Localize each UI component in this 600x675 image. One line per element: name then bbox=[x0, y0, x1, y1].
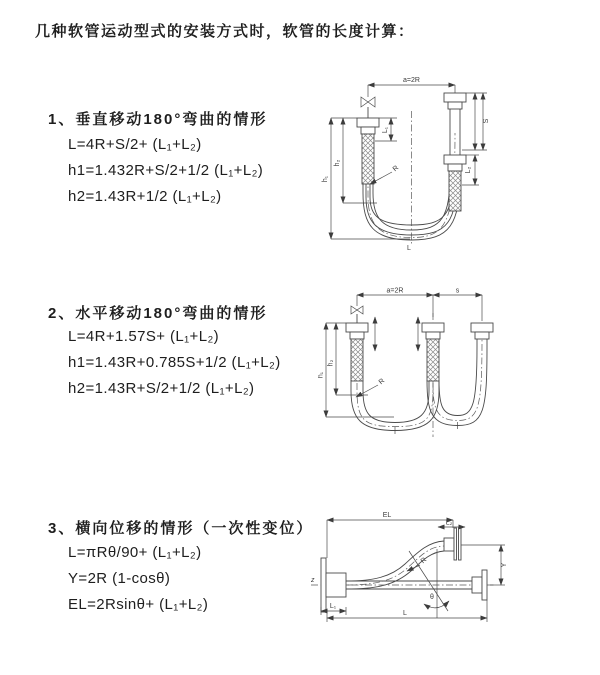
dim-label-l1: L₁ bbox=[382, 126, 389, 134]
section-1-formula-l: L=4R+S/2+ (L₁+L₂) bbox=[68, 136, 202, 153]
dim-l2 bbox=[438, 520, 465, 528]
dim-s bbox=[433, 288, 482, 322]
section-3-formula-el: EL=2Rsinθ+ (L₁+L₂) bbox=[68, 596, 209, 613]
hose-u-bend-position1 bbox=[351, 377, 439, 431]
dim-label-l2: L₂ bbox=[445, 519, 453, 527]
dim-label-l2: L₂ bbox=[465, 166, 472, 174]
centerline bbox=[357, 313, 482, 437]
section-1-heading: 1、垂直移动180°弯曲的情形 bbox=[48, 111, 268, 128]
left-flange-fitting bbox=[357, 118, 379, 134]
section-1-formula-h1: h1=1.432R+S/2+1/2 (L₁+L₂) bbox=[68, 162, 264, 179]
right-flange-fitting bbox=[471, 323, 493, 339]
dim-label-r: R bbox=[419, 556, 429, 566]
dim-label-r: R bbox=[391, 164, 401, 174]
dim-label-s: S bbox=[483, 118, 490, 124]
dim-label-l-bottom: L bbox=[407, 245, 411, 252]
middle-flange-fitting bbox=[422, 323, 444, 339]
angle-theta bbox=[409, 549, 449, 618]
middle-braided-hose bbox=[427, 339, 439, 381]
diagram-vertical-180-bend bbox=[313, 73, 593, 253]
dim-label-a2r: a=2R bbox=[403, 77, 420, 84]
dim-a2r bbox=[357, 288, 433, 318]
left-braided-hose bbox=[362, 134, 374, 184]
dim-label-y: Y bbox=[501, 562, 508, 568]
dim-label-s: s bbox=[455, 287, 460, 295]
dim-label-h2: h₂ bbox=[334, 159, 341, 167]
section-1-formula-h2: h2=1.43R+1/2 (L₁+L₂) bbox=[68, 188, 222, 205]
left-flange-fitting bbox=[346, 323, 368, 339]
section-2-formula-h1: h1=1.43R+0.785S+1/2 (L₁+L₂) bbox=[68, 354, 281, 371]
dim-label-h2: h₂ bbox=[327, 359, 335, 367]
dim-label-l: L bbox=[403, 610, 407, 617]
diagram-horizontal-180-bend bbox=[318, 287, 593, 452]
dim-label-theta: θ bbox=[430, 594, 434, 601]
dim-label-h1: h₁ bbox=[322, 175, 329, 183]
dim-label-h1: h₁ bbox=[318, 371, 325, 379]
section-2-formula-l: L=4R+1.57S+ (L₁+L₂) bbox=[68, 328, 220, 345]
upper-flange bbox=[444, 528, 461, 560]
section-3-formula-l: L=πRθ/90+ (L₁+L₂) bbox=[68, 544, 202, 561]
dim-label-a2r: a=2R bbox=[386, 287, 404, 295]
left-braided-hose bbox=[351, 339, 363, 381]
valve-icon bbox=[361, 85, 375, 118]
right-flange-fitting-bottom bbox=[444, 155, 466, 171]
dim-label-l1: L₁ bbox=[329, 603, 337, 610]
page-title: 几种软管运动型式的安装方式时，软管的长度计算： bbox=[35, 23, 415, 40]
dim-label-r: R bbox=[377, 377, 387, 387]
radius-callout bbox=[370, 165, 400, 184]
diagram-lateral-displacement bbox=[305, 507, 595, 642]
dim-el bbox=[327, 512, 453, 558]
right-flange bbox=[472, 570, 487, 600]
section-3-formula-y: Y=2R (1-cosθ) bbox=[68, 570, 171, 587]
dim-label-z: z bbox=[311, 577, 315, 584]
right-braided-hose bbox=[449, 171, 461, 211]
section-3-heading: 3、横向位移的情形（一次性变位） bbox=[48, 520, 314, 537]
section-2-formula-h2: h2=1.43R+S/2+1/2 (L₁+L₂) bbox=[68, 380, 255, 397]
section-2-heading: 2、水平移动180°弯曲的情形 bbox=[48, 305, 268, 322]
dim-a2r bbox=[368, 77, 455, 93]
dim-l bbox=[327, 600, 487, 622]
dim-label-el: EL bbox=[382, 512, 392, 519]
valve-icon bbox=[351, 295, 363, 323]
